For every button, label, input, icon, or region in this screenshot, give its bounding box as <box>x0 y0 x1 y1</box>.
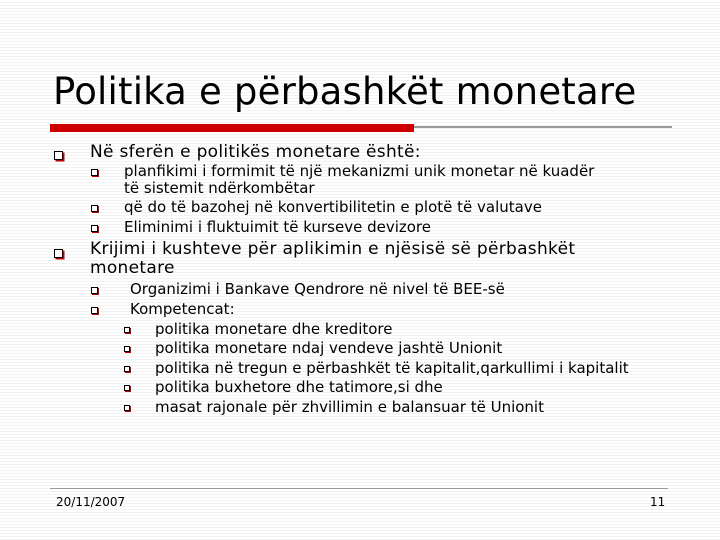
bullet-icon <box>91 169 98 176</box>
bullet-text-conditions: Krijimi i kushteve për aplikimin e njësisë së përbashkët monetare <box>90 239 576 278</box>
sub-bullet-text: Organizimi i Bankave Qendrore në nivel të BEE-së <box>130 280 505 298</box>
sub-bullet-text: planfikimi i formimit të një mekanizmi unik monetar në kuadër të sistemit ndërkombëtar <box>124 162 595 197</box>
bullet-icon <box>91 287 98 294</box>
bullet-icon <box>124 327 130 333</box>
bullet-icon <box>91 205 98 212</box>
sub-bullet-text: Eliminimi i fluktuimit të kurseve devizore <box>124 218 431 236</box>
page-number: 11 <box>650 495 666 509</box>
sub-sub-bullet-text: politika monetare ndaj vendeve jashtë Unionit <box>155 339 503 357</box>
bullet-icon <box>54 249 63 258</box>
bullet-text-sphere: Në sferën e politikës monetare është: <box>90 142 421 162</box>
sub-sub-bullet-text: politika monetare dhe kreditore <box>155 320 393 338</box>
footer-date: 20/11/2007 <box>56 495 126 509</box>
title-accent-bar <box>50 124 414 132</box>
slide-title: Politika e përbashkët monetare <box>53 70 637 113</box>
bullet-icon <box>91 225 98 232</box>
sub-bullet-text: Kompetencat: <box>130 300 235 318</box>
footer-divider <box>50 488 668 489</box>
bullet-icon <box>124 405 130 411</box>
bullet-icon <box>91 307 98 314</box>
sub-sub-bullet-text: masat rajonale për zhvillimin e balansuar të Unionit <box>155 398 544 416</box>
sub-sub-bullet-text: politika në tregun e përbashkët të kapitalit,qarkullimi i kapitalit <box>155 359 629 377</box>
bullet-icon <box>54 151 63 160</box>
bullet-icon <box>124 346 130 352</box>
sub-sub-bullet-text: politika buxhetore dhe tatimore,si dhe <box>155 378 443 396</box>
bullet-icon <box>124 366 130 372</box>
sub-bullet-text: që do të bazohej në konvertibilitetin e plotë të valutave <box>124 198 542 216</box>
bullet-icon <box>124 385 130 391</box>
